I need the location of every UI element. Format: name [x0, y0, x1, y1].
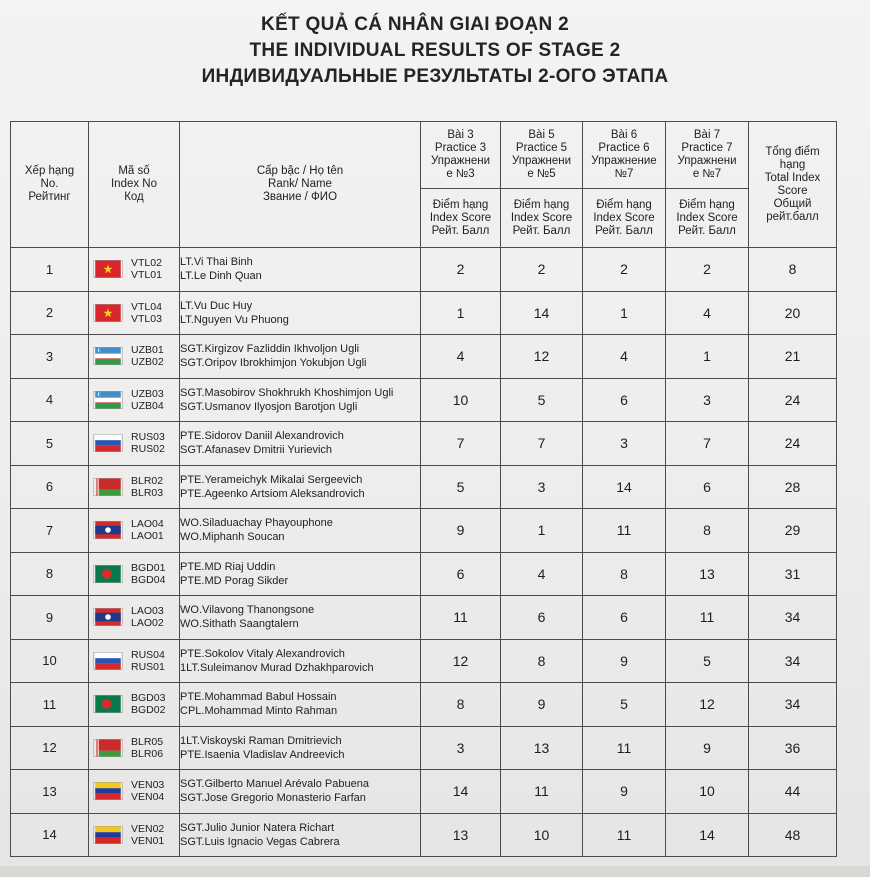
name-cell: [180, 422, 421, 466]
athlete-name: SGT.Kirgizov Fazliddin Ikhvoljon Ugli: [180, 343, 360, 356]
index-cell: [89, 335, 180, 379]
score-practice-3: 11: [421, 596, 501, 640]
uzbekistan-flag-icon: [94, 348, 122, 365]
index-codes: [131, 475, 163, 499]
index-code: LAO04: [131, 518, 164, 531]
header-practice-3: Bài 3 Practice 3 Упражнени е №3 Điểm hạng Index Score Рейт. Балл: [421, 122, 501, 248]
index-cell: [89, 248, 180, 292]
index-codes: [131, 779, 164, 803]
score-practice-3: 3: [421, 726, 501, 770]
table-row: [11, 248, 837, 292]
score-practice-5: 11: [501, 770, 583, 814]
total-score: 31: [749, 552, 837, 596]
index-cell: [89, 683, 180, 727]
name-cell: [180, 465, 421, 509]
index-codes: [131, 562, 165, 586]
score-practice-6: 4: [583, 335, 666, 379]
total-score: 29: [749, 509, 837, 553]
index-code: VTL02: [131, 257, 162, 270]
russia-flag-icon: [94, 435, 122, 452]
athlete-name: LT.Vi Thai Binh: [180, 256, 253, 269]
table-row: [11, 726, 837, 770]
score-practice-7: 9: [666, 726, 749, 770]
belarus-flag-icon: [94, 478, 122, 495]
score-practice-3: 6: [421, 552, 501, 596]
score-practice-7: 4: [666, 291, 749, 335]
name-cell: [180, 770, 421, 814]
table-row: [11, 422, 837, 466]
score-practice-6: 11: [583, 813, 666, 857]
header-rank: Xếp hạng No. Рейтинг: [11, 122, 89, 248]
score-practice-6: 11: [583, 509, 666, 553]
score-practice-7: 1: [666, 335, 749, 379]
score-practice-5: 2: [501, 248, 583, 292]
header-practice-6: Bài 6 Practice 6 Упражнение №7 Điểm hạng Index Score Рейт. Балл: [583, 122, 666, 248]
index-code: VTL03: [131, 312, 162, 325]
name-cell: [180, 813, 421, 857]
results-body: [11, 248, 837, 857]
athlete-name: SGT.Masobirov Shokhrukh Khoshimjon Ugli: [180, 386, 394, 399]
index-code: UZB04: [131, 399, 164, 412]
total-score: 34: [749, 596, 837, 640]
score-practice-7: 11: [666, 596, 749, 640]
table-row: [11, 378, 837, 422]
rank-cell: 7: [11, 509, 89, 553]
index-codes: [131, 257, 162, 281]
name-cell: [180, 335, 421, 379]
score-practice-6: 6: [583, 596, 666, 640]
rank-cell: 14: [11, 813, 89, 857]
score-practice-7: 5: [666, 639, 749, 683]
index-codes: [131, 605, 164, 629]
score-practice-7: 12: [666, 683, 749, 727]
title-vietnamese: KẾT QUẢ CÁ NHÂN GIAI ĐOẠN 2: [261, 14, 569, 35]
index-code: VEN01: [131, 834, 165, 847]
score-practice-7: 3: [666, 378, 749, 422]
header-practice-5: Bài 5 Practice 5 Упражнени е №5 Điểm hạng Index Score Рейт. Балл: [501, 122, 583, 248]
athlete-name: WO.Siladuachay Phayouphone: [180, 517, 333, 530]
total-score: 20: [749, 291, 837, 335]
athlete-name: PTE.Yerameichyk Mikalai Sergeevich: [180, 473, 363, 486]
index-cell: [89, 813, 180, 857]
index-codes: [131, 301, 162, 325]
results-table: [10, 121, 837, 857]
rank-cell: 4: [11, 378, 89, 422]
index-code: UZB02: [131, 356, 164, 369]
total-score: 24: [749, 378, 837, 422]
table-row: [11, 552, 837, 596]
venezuela-flag-icon: [94, 826, 122, 843]
uzbekistan-flag-icon: [94, 391, 122, 408]
athlete-name: WO.Sithath Saangtalern: [180, 618, 299, 631]
score-practice-5: 10: [501, 813, 583, 857]
score-practice-3: 5: [421, 465, 501, 509]
athlete-name: LT.Vu Duc Huy: [180, 299, 253, 312]
score-practice-3: 9: [421, 509, 501, 553]
score-practice-5: 7: [501, 422, 583, 466]
russia-flag-icon: [94, 652, 122, 669]
score-practice-3: 7: [421, 422, 501, 466]
score-practice-6: 14: [583, 465, 666, 509]
rank-cell: 9: [11, 596, 89, 640]
index-codes: [131, 692, 165, 716]
score-practice-3: 1: [421, 291, 501, 335]
score-practice-5: 5: [501, 378, 583, 422]
title-block: [0, 12, 870, 90]
athlete-name: SGT.Oripov Ibrokhimjon Yokubjon Ugli: [180, 357, 367, 370]
bangladesh-flag-icon: [94, 696, 122, 713]
athlete-name: WO.Miphanh Soucan: [180, 531, 285, 544]
name-cell: [180, 683, 421, 727]
score-practice-3: 14: [421, 770, 501, 814]
score-practice-7: 13: [666, 552, 749, 596]
index-cell: [89, 596, 180, 640]
total-score: 34: [749, 639, 837, 683]
index-code: UZB03: [131, 387, 164, 400]
table-row: [11, 683, 837, 727]
index-codes: [131, 431, 165, 455]
total-score: 8: [749, 248, 837, 292]
index-cell: [89, 422, 180, 466]
header-practice-7: Bài 7 Practice 7 Упражнени е №7 Điểm hạng Index Score Рейт. Балл: [666, 122, 749, 248]
score-practice-3: 10: [421, 378, 501, 422]
name-cell: [180, 596, 421, 640]
athlete-name: SGT.Jose Gregorio Monasterio Farfan: [180, 792, 366, 805]
title-english: THE INDIVIDUAL RESULTS OF STAGE 2: [249, 40, 621, 61]
rank-cell: 3: [11, 335, 89, 379]
rank-cell: 11: [11, 683, 89, 727]
athlete-name: SGT.Gilberto Manuel Arévalo Pabuena: [180, 778, 369, 791]
athlete-name: PTE.Sokolov Vitaly Alexandrovich: [180, 647, 345, 660]
index-code: LAO02: [131, 617, 164, 630]
index-cell: [89, 639, 180, 683]
score-practice-6: 11: [583, 726, 666, 770]
athlete-name: LT.Nguyen Vu Phuong: [180, 313, 289, 326]
index-code: BLR03: [131, 486, 164, 499]
index-code: BGD02: [131, 704, 166, 717]
table-row: [11, 335, 837, 379]
index-cell: [89, 726, 180, 770]
score-practice-5: 1: [501, 509, 583, 553]
score-practice-6: 9: [583, 639, 666, 683]
index-codes: [131, 388, 164, 412]
page-edge: [0, 866, 870, 877]
athlete-name: LT.Le Dinh Quan: [180, 270, 262, 283]
score-practice-5: 13: [501, 726, 583, 770]
score-practice-3: 8: [421, 683, 501, 727]
name-cell: [180, 291, 421, 335]
vietnam-flag-icon: [94, 261, 122, 278]
index-cell: [89, 378, 180, 422]
index-cell: [89, 770, 180, 814]
index-code: BGD04: [131, 573, 166, 586]
score-practice-6: 9: [583, 770, 666, 814]
rank-cell: 6: [11, 465, 89, 509]
index-cell: [89, 552, 180, 596]
name-cell: [180, 378, 421, 422]
header-index: Mã số Index No Код: [89, 122, 180, 248]
rank-cell: 12: [11, 726, 89, 770]
total-score: 48: [749, 813, 837, 857]
index-code: BLR06: [131, 747, 164, 760]
total-score: 24: [749, 422, 837, 466]
name-cell: [180, 509, 421, 553]
index-code: VEN03: [131, 779, 165, 792]
index-code: VTL01: [131, 269, 162, 282]
index-code: RUS03: [131, 431, 165, 444]
belarus-flag-icon: [94, 739, 122, 756]
header-total: Tổng điểm hạng Total Index Score Общий рейт.балл: [749, 122, 837, 248]
total-score: 44: [749, 770, 837, 814]
athlete-name: SGT.Luis Ignacio Vegas Cabrera: [180, 835, 340, 848]
athlete-name: PTE.MD Porag Sikder: [180, 574, 289, 587]
athlete-name: SGT.Julio Junior Natera Richart: [180, 821, 335, 834]
index-codes: [131, 649, 165, 673]
laos-flag-icon: [94, 609, 122, 626]
index-code: RUS02: [131, 443, 165, 456]
athlete-name: PTE.MD Riaj Uddin: [180, 560, 276, 573]
score-practice-7: 6: [666, 465, 749, 509]
athlete-name: CPL.Mohammad Minto Rahman: [180, 705, 338, 718]
name-cell: [180, 639, 421, 683]
header-row: [11, 122, 837, 248]
index-code: LAO03: [131, 605, 164, 618]
name-cell: [180, 726, 421, 770]
index-code: RUS04: [131, 648, 165, 661]
title-russian: ИНДИВИДУАЛЬНЫЕ РЕЗУЛЬТАТЫ 2-ОГО ЭТАПА: [201, 66, 669, 87]
table-row: [11, 509, 837, 553]
header-name: Cấp bậc / Họ tên Rank/ Name Звание / ФИО: [180, 122, 421, 248]
score-practice-7: 10: [666, 770, 749, 814]
athlete-name: SGT.Usmanov Ilyosjon Barotjon Ugli: [180, 400, 358, 413]
index-code: BGD03: [131, 692, 166, 705]
index-codes: [131, 736, 163, 760]
bangladesh-flag-icon: [94, 565, 122, 582]
total-score: 36: [749, 726, 837, 770]
table-row: [11, 770, 837, 814]
athlete-name: SGT.Afanasev Dmitrii Yurievich: [180, 444, 333, 457]
rank-cell: 2: [11, 291, 89, 335]
total-score: 28: [749, 465, 837, 509]
index-code: VEN02: [131, 822, 165, 835]
index-codes: [131, 823, 164, 847]
laos-flag-icon: [94, 522, 122, 539]
score-practice-5: 9: [501, 683, 583, 727]
score-practice-6: 6: [583, 378, 666, 422]
score-practice-6: 3: [583, 422, 666, 466]
score-practice-5: 12: [501, 335, 583, 379]
score-practice-5: 4: [501, 552, 583, 596]
index-code: BLR05: [131, 735, 164, 748]
index-code: UZB01: [131, 344, 164, 357]
score-practice-7: 7: [666, 422, 749, 466]
score-practice-7: 14: [666, 813, 749, 857]
index-codes: [131, 518, 164, 542]
score-practice-5: 3: [501, 465, 583, 509]
rank-cell: 8: [11, 552, 89, 596]
score-practice-6: 2: [583, 248, 666, 292]
athlete-name: 1LT.Suleimanov Murad Dzhakhparovich: [180, 661, 374, 674]
table-row: [11, 465, 837, 509]
index-code: BGD01: [131, 561, 166, 574]
rank-cell: 5: [11, 422, 89, 466]
index-code: RUS01: [131, 660, 165, 673]
score-practice-7: 2: [666, 248, 749, 292]
score-practice-3: 12: [421, 639, 501, 683]
total-score: 34: [749, 683, 837, 727]
table-row: [11, 813, 837, 857]
index-cell: [89, 509, 180, 553]
rank-cell: 10: [11, 639, 89, 683]
score-practice-3: 2: [421, 248, 501, 292]
athlete-name: PTE.Isaenia Vladislav Andreevich: [180, 748, 345, 761]
index-codes: [131, 344, 164, 368]
table-row: [11, 291, 837, 335]
index-code: LAO01: [131, 530, 164, 543]
score-practice-6: 5: [583, 683, 666, 727]
score-practice-5: 8: [501, 639, 583, 683]
score-practice-3: 13: [421, 813, 501, 857]
athlete-name: WO.Vilavong Thanongsone: [180, 604, 315, 617]
score-practice-6: 8: [583, 552, 666, 596]
vietnam-flag-icon: [94, 304, 122, 321]
index-code: VTL04: [131, 300, 162, 313]
table-row: [11, 639, 837, 683]
athlete-name: PTE.Mohammad Babul Hossain: [180, 691, 337, 704]
athlete-name: PTE.Sidorov Daniil Alexandrovich: [180, 430, 344, 443]
rank-cell: 1: [11, 248, 89, 292]
index-cell: [89, 465, 180, 509]
index-code: BLR02: [131, 474, 164, 487]
score-practice-6: 1: [583, 291, 666, 335]
athlete-name: 1LT.Viskoyski Raman Dmitrievich: [180, 734, 342, 747]
table-row: [11, 596, 837, 640]
total-score: 21: [749, 335, 837, 379]
name-cell: [180, 248, 421, 292]
score-practice-7: 8: [666, 509, 749, 553]
index-code: VEN04: [131, 791, 165, 804]
score-practice-5: 14: [501, 291, 583, 335]
name-cell: [180, 552, 421, 596]
score-practice-3: 4: [421, 335, 501, 379]
score-practice-5: 6: [501, 596, 583, 640]
index-cell: [89, 291, 180, 335]
venezuela-flag-icon: [94, 783, 122, 800]
athlete-name: PTE.Ageenko Artsiom Aleksandrovich: [180, 487, 365, 500]
rank-cell: 13: [11, 770, 89, 814]
